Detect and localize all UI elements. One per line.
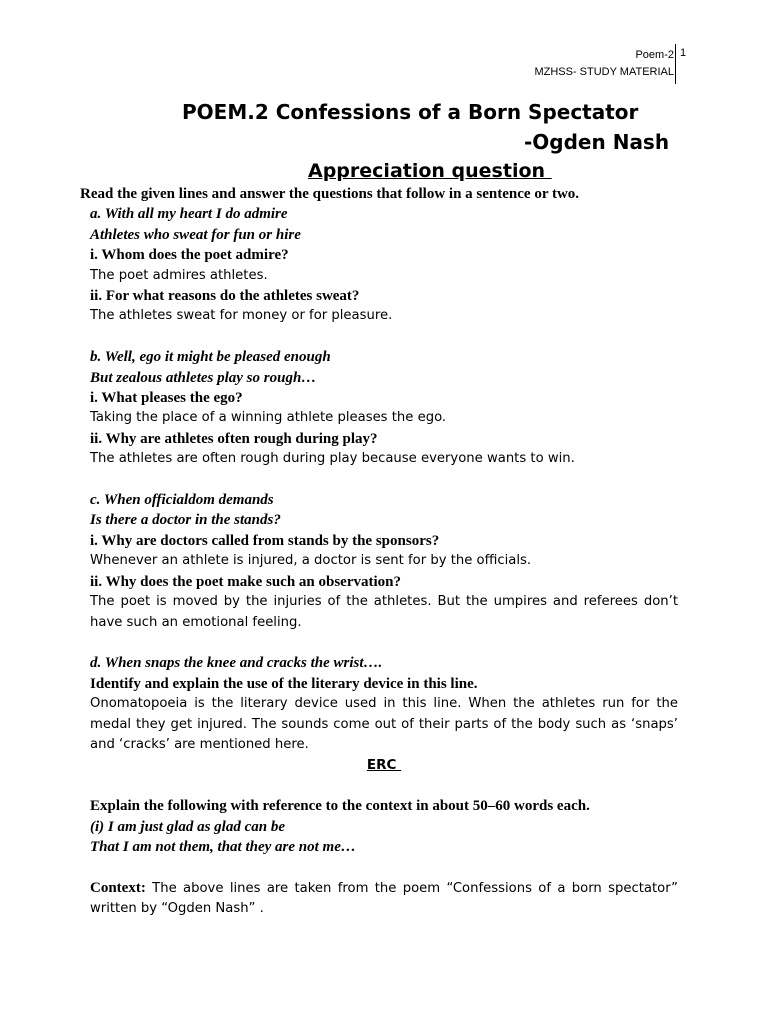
quote-line: Athletes who sweat for fun or hire (90, 226, 301, 243)
quote-line: Is there a doctor in the stands? (90, 512, 281, 529)
context-text: The above lines are taken from the poem “Confessions of a born spectator” written by “Ogden Nash” . (90, 880, 678, 917)
question: ii. Why are athletes often rough during play? (90, 430, 378, 447)
running-header (534, 47, 674, 81)
quote-line: d. When snaps the knee and cracks the wrist…. (90, 655, 383, 672)
quote-line: a. With all my heart I do admire (90, 206, 288, 223)
quote-line: (i) I am just glad as glad can be (90, 818, 286, 835)
poem-title: POEM.2 Confessions of a Born Spectator (182, 100, 639, 124)
context-label: Context: (90, 879, 146, 896)
question: Identify and explain the use of the literary device in this line. (90, 675, 478, 692)
answer: The athletes are often rough during play because everyone wants to win. (90, 451, 575, 467)
answer: Onomatopoeia is the literary device used in this line. When the athletes run for the medal they get injured. The sounds come out of their parts of the body such as ‘snaps’ and ‘cracks’ are mentioned here. (90, 696, 678, 752)
question-block-d (90, 653, 678, 755)
header-source: MZHSS- STUDY MATERIAL (534, 66, 674, 78)
document-body (80, 184, 678, 920)
answer: The poet admires athletes. (90, 267, 268, 283)
question: i. What pleases the ego? (90, 390, 243, 407)
header-divider (675, 44, 676, 84)
quote-line: That I am not them, that they are not me… (90, 838, 356, 855)
poem-author: -Ogden Nash (524, 130, 670, 154)
answer: Whenever an athlete is injured, a doctor is sent for by the officials. (90, 553, 532, 569)
context-paragraph (90, 878, 678, 920)
answer: The athletes sweat for money or for pleasure. (90, 308, 393, 324)
erc-instruction: Explain the following with reference to the context in about 50–60 words each. (90, 798, 590, 815)
answer: The poet is moved by the injuries of the athletes. But the umpires and referees don’t have such an emotional feeling. (90, 594, 678, 630)
question-block-a (90, 204, 678, 326)
erc-heading: ERC (366, 757, 402, 774)
instruction-text: Read the given lines and answer the questions that follow in a sentence or two. (80, 186, 580, 202)
page-number: 1 (680, 47, 687, 59)
quote-line: b. Well, ego it might be pleased enough (90, 349, 331, 366)
quote-line: But zealous athletes play so rough… (90, 369, 317, 386)
answer: Taking the place of a winning athlete pleases the ego. (90, 410, 447, 426)
question-block-b (90, 347, 678, 469)
question: ii. Why does the poet make such an observation? (90, 573, 402, 590)
question: ii. For what reasons do the athletes sweat? (90, 288, 360, 305)
quote-line: c. When officialdom demands (90, 492, 274, 509)
header-doc-code: Poem-2 (635, 49, 674, 61)
section-heading: Appreciation question (308, 160, 552, 182)
question: i. Why are doctors called from stands by the sponsors? (90, 532, 440, 549)
question-block-c (90, 490, 678, 633)
question: i. Whom does the poet admire? (90, 247, 289, 264)
